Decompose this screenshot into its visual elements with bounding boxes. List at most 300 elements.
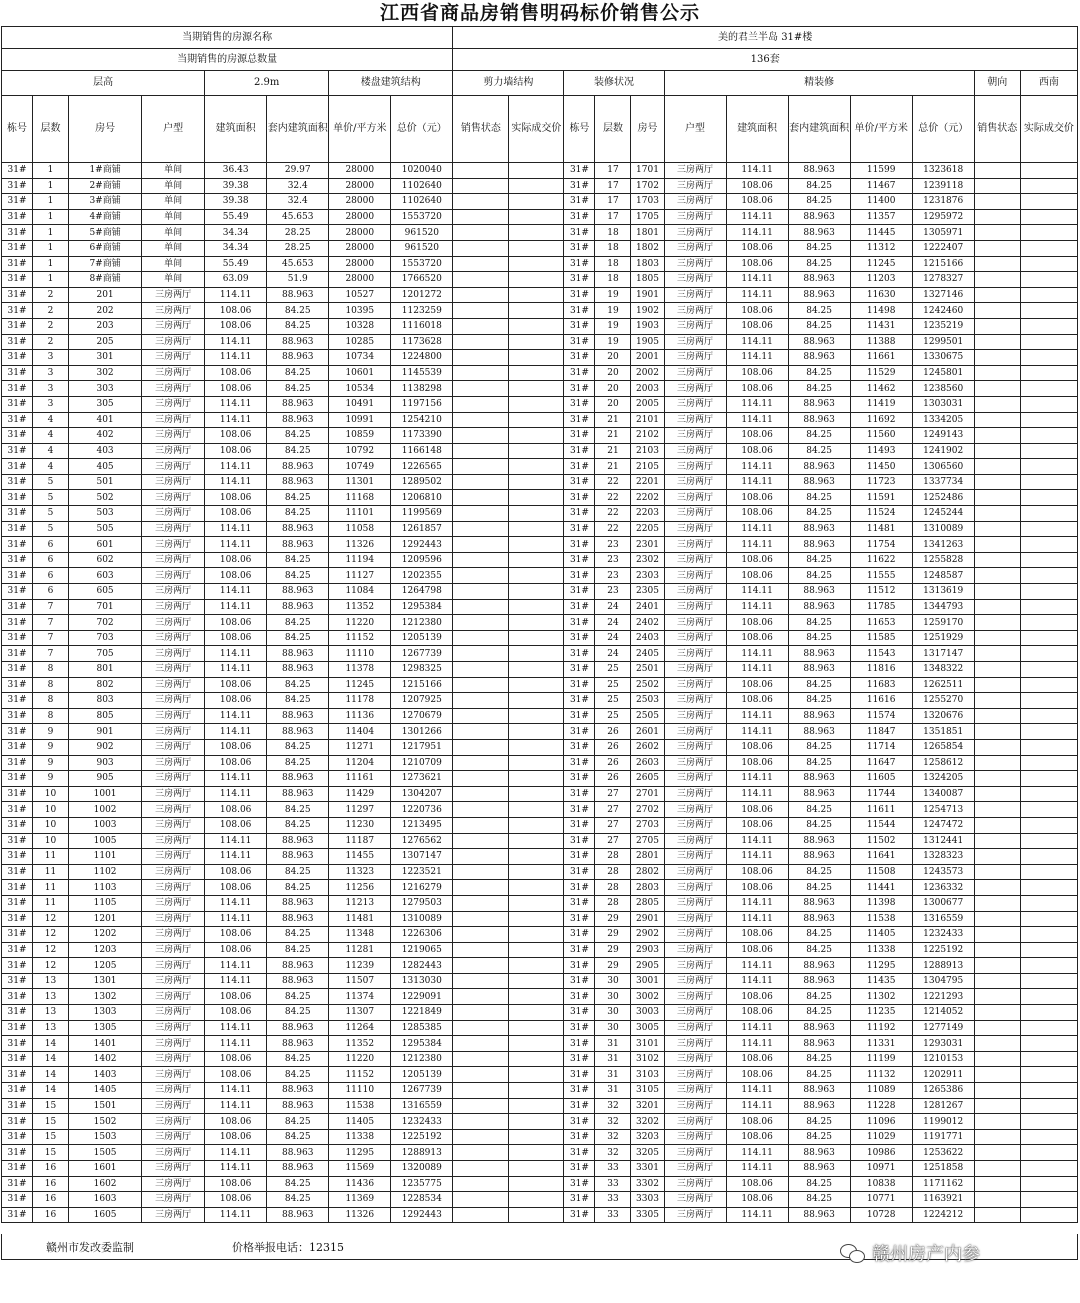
watermark [840,1238,980,1268]
table-cell: 108.06 [205,880,267,896]
table-cell: 1401 [69,1036,142,1052]
table-cell: 84.25 [788,989,850,1005]
table-cell: 88.963 [267,1036,329,1052]
table-cell: 26 [595,724,631,740]
table-cell: 1 [33,225,69,241]
table-cell: 31# [564,474,595,490]
table-cell: 三房两厅 [664,817,726,833]
table-cell: 1202355 [391,568,453,584]
table-row [2,381,1078,397]
table-cell: 31# [2,490,33,506]
table-cell: 88.963 [267,849,329,865]
table-cell: 84.25 [788,443,850,459]
deal-price-cell [1020,942,1077,958]
sale-status-cell [453,1067,509,1083]
table-cell: 31# [564,272,595,288]
table-cell: 3203 [631,1129,664,1145]
table-cell: 702 [69,615,142,631]
table-cell: 23 [595,537,631,553]
table-cell: 30 [595,1005,631,1021]
deal-price-cell [1020,1176,1077,1192]
table-cell: 三房两厅 [142,521,205,537]
table-cell: 84.25 [267,1114,329,1130]
deal-price-cell [1020,958,1077,974]
table-cell: 108.06 [726,318,788,334]
table-row [2,833,1078,849]
table-cell: 3103 [631,1067,664,1083]
table-cell: 11152 [329,1067,391,1083]
table-cell: 114.11 [726,973,788,989]
table-cell: 三房两厅 [142,1192,205,1208]
table-cell: 18 [595,240,631,256]
deal-price-cell [509,677,564,693]
deal-price-cell [1020,1036,1077,1052]
table-cell: 31# [564,942,595,958]
table-cell: 1005 [69,833,142,849]
sale-status-cell [974,256,1020,272]
sale-status-cell [974,318,1020,334]
table-cell: 1279503 [391,895,453,911]
table-cell: 三房两厅 [142,1067,205,1083]
table-cell: 11110 [329,1083,391,1099]
table-cell: 84.25 [788,739,850,755]
table-cell: 901 [69,724,142,740]
table-cell: 961520 [391,225,453,241]
table-cell: 11585 [850,630,912,646]
table-cell: 三房两厅 [664,194,726,210]
table-row [2,817,1078,833]
sale-status-cell [974,365,1020,381]
table-cell: 1317147 [912,646,974,662]
table-cell: 1305 [69,1020,142,1036]
table-cell: 1202 [69,927,142,943]
sale-status-cell [974,568,1020,584]
table-cell: 1267739 [391,646,453,662]
table-cell: 11 [33,849,69,865]
table-cell: 11661 [850,350,912,366]
table-cell: 84.25 [267,942,329,958]
table-cell: 三房两厅 [142,880,205,896]
table-cell: 11467 [850,178,912,194]
sale-status-cell [453,802,509,818]
table-cell: 11524 [850,506,912,522]
table-cell: 28000 [329,225,391,241]
table-cell: 31# [2,1020,33,1036]
table-cell: 25 [595,662,631,678]
table-cell: 1601 [69,1161,142,1177]
table-cell: 三房两厅 [664,646,726,662]
sale-status-cell [453,911,509,927]
table-cell: 305 [69,396,142,412]
decoration-label: 装修状况 [564,71,664,96]
table-cell: 114.11 [205,599,267,615]
table-row [2,1176,1078,1192]
table-cell: 84.25 [788,1114,850,1130]
table-cell: 31# [2,693,33,709]
table-cell: 三房两厅 [142,973,205,989]
table-cell: 三房两厅 [664,568,726,584]
table-cell: 33 [595,1176,631,1192]
sale-status-cell [453,958,509,974]
table-cell: 28000 [329,272,391,288]
table-cell: 605 [69,584,142,600]
deal-price-cell [509,350,564,366]
sale-status-cell [974,786,1020,802]
table-cell: 28000 [329,163,391,179]
deal-price-cell [509,662,564,678]
table-cell: 31# [2,474,33,490]
table-cell: 三房两厅 [664,1083,726,1099]
table-cell: 114.11 [205,833,267,849]
table-cell: 108.06 [726,927,788,943]
table-cell: 三房两厅 [664,724,726,740]
table-cell: 1602 [69,1176,142,1192]
table-cell: 108.06 [726,568,788,584]
table-cell: 1905 [631,334,664,350]
table-cell: 三房两厅 [664,178,726,194]
deal-price-cell [509,428,564,444]
table-cell: 84.25 [788,1067,850,1083]
table-cell: 14 [33,1067,69,1083]
table-cell: 31# [564,1020,595,1036]
table-cell: 2403 [631,630,664,646]
table-cell: 114.11 [726,786,788,802]
table-cell: 1313619 [912,584,974,600]
table-cell: 205 [69,334,142,350]
table-cell: 108.06 [205,802,267,818]
sale-status-cell [453,880,509,896]
deal-price-cell [509,287,564,303]
table-cell: 31# [564,412,595,428]
sale-status-cell [974,552,1020,568]
table-cell: 6 [33,552,69,568]
sale-status-cell [974,833,1020,849]
deal-price-cell [1020,474,1077,490]
table-row [2,630,1078,646]
table-cell: 11326 [329,1207,391,1223]
table-cell: 单间 [142,178,205,194]
table-cell: 三房两厅 [664,272,726,288]
sale-status-cell [974,350,1020,366]
table-cell: 11178 [329,693,391,709]
table-cell: 31# [2,662,33,678]
deal-price-cell [509,521,564,537]
table-cell: 12 [33,958,69,974]
table-cell: 84.25 [267,1192,329,1208]
table-cell: 84.25 [788,318,850,334]
table-cell: 1802 [631,240,664,256]
table-cell: 1264798 [391,584,453,600]
table-cell: 11560 [850,428,912,444]
table-cell: 1163921 [912,1192,974,1208]
table-row [2,552,1078,568]
table-cell: 31# [564,490,595,506]
table-cell: 28 [595,849,631,865]
table-cell: 6 [33,584,69,600]
table-cell: 2 [33,287,69,303]
table-cell: 108.06 [726,1051,788,1067]
table-cell: 10534 [329,381,391,397]
table-cell: 三房两厅 [142,1051,205,1067]
table-cell: 21 [595,428,631,444]
table-cell: 84.25 [267,817,329,833]
table-cell: 三房两厅 [142,927,205,943]
table-cell: 11538 [329,1098,391,1114]
table-cell: 31# [2,989,33,1005]
table-cell: 11723 [850,474,912,490]
sale-status-cell [453,677,509,693]
sale-status-cell [974,989,1020,1005]
table-cell: 1 [33,194,69,210]
table-cell: 108.06 [205,1129,267,1145]
deal-price-cell [509,911,564,927]
table-cell: 11404 [329,724,391,740]
table-cell: 902 [69,739,142,755]
table-cell: 三房两厅 [664,1067,726,1083]
table-cell: 1273621 [391,771,453,787]
table-cell: 三房两厅 [142,864,205,880]
table-cell: 三房两厅 [142,677,205,693]
table-cell: 三房两厅 [664,334,726,350]
deal-price-cell [509,1176,564,1192]
deal-price-cell [509,568,564,584]
table-cell: 114.11 [205,521,267,537]
table-cell: 三房两厅 [142,630,205,646]
table-cell: 88.963 [267,350,329,366]
sale-status-cell [453,1005,509,1021]
table-row [2,1051,1078,1067]
sale-status-cell [453,739,509,755]
table-cell: 1254210 [391,412,453,428]
table-cell: 6 [33,568,69,584]
sale-status-cell [974,599,1020,615]
table-cell: 11388 [850,334,912,350]
table-cell: 84.25 [267,739,329,755]
table-cell: 三房两厅 [664,240,726,256]
table-cell: 三房两厅 [142,474,205,490]
table-cell: 31# [564,225,595,241]
table-cell: 三房两厅 [142,365,205,381]
table-body [2,163,1078,1223]
table-cell: 1103 [69,880,142,896]
table-cell: 7 [33,630,69,646]
sale-status-cell [974,428,1020,444]
table-cell: 108.06 [726,178,788,194]
table-cell: 114.11 [726,1036,788,1052]
table-cell: 31# [564,1067,595,1083]
table-cell: 88.963 [788,911,850,927]
deal-price-cell [1020,927,1077,943]
table-row [2,537,1078,553]
table-cell: 33 [595,1161,631,1177]
table-cell: 三房两厅 [664,443,726,459]
table-cell: 114.11 [726,833,788,849]
table-cell: 31# [2,927,33,943]
deal-price-cell [1020,724,1077,740]
table-cell: 84.25 [788,1129,850,1145]
table-cell: 三房两厅 [142,989,205,1005]
table-cell: 1298325 [391,662,453,678]
table-cell: 32.4 [267,194,329,210]
sale-status-cell [453,1176,509,1192]
table-cell: 705 [69,646,142,662]
table-cell: 三房两厅 [664,506,726,522]
table-cell: 84.25 [788,256,850,272]
table-cell: 3 [33,350,69,366]
table-row [2,973,1078,989]
table-cell: 84.25 [267,615,329,631]
table-cell: 31# [564,163,595,179]
table-cell: 29.97 [267,163,329,179]
table-row [2,396,1078,412]
table-cell: 10971 [850,1161,912,1177]
table-cell: 114.11 [205,973,267,989]
table-cell: 32.4 [267,178,329,194]
table-cell: 三房两厅 [142,1161,205,1177]
sale-status-cell [974,662,1020,678]
table-cell: 31# [2,786,33,802]
table-cell: 108.06 [205,755,267,771]
table-cell: 10859 [329,428,391,444]
table-cell: 31# [2,599,33,615]
table-cell: 三房两厅 [142,1020,205,1036]
table-cell: 三房两厅 [664,537,726,553]
table-cell: 10 [33,802,69,818]
table-cell: 1344793 [912,599,974,615]
table-cell: 84.25 [788,428,850,444]
table-cell: 1222407 [912,240,974,256]
table-cell: 1292443 [391,537,453,553]
table-cell: 4 [33,428,69,444]
table-cell: 1302 [69,989,142,1005]
table-cell: 11445 [850,225,912,241]
table-cell: 31 [595,1051,631,1067]
sale-status-cell [453,786,509,802]
table-cell: 114.11 [205,1207,267,1223]
table-cell: 11555 [850,568,912,584]
table-cell: 11641 [850,849,912,865]
table-cell: 31# [564,833,595,849]
table-cell: 11312 [850,240,912,256]
table-cell: 84.25 [788,552,850,568]
sale-status-cell [453,240,509,256]
table-cell: 1245244 [912,506,974,522]
table-cell: 1105 [69,895,142,911]
table-cell: 25 [595,693,631,709]
table-cell: 1805 [631,272,664,288]
deal-price-cell [509,1051,564,1067]
col-header-building: 栋号 [564,96,595,163]
table-cell: 10986 [850,1145,912,1161]
sale-status-cell [974,1207,1020,1223]
table-cell: 31# [564,708,595,724]
table-cell: 31# [564,506,595,522]
deal-price-cell [509,630,564,646]
table-cell: 2201 [631,474,664,490]
deal-price-cell [509,240,564,256]
deal-price-cell [1020,459,1077,475]
table-cell: 88.963 [267,537,329,553]
table-cell: 31# [2,1207,33,1223]
table-cell: 1330675 [912,350,974,366]
table-cell: 三房两厅 [664,599,726,615]
table-cell: 202 [69,303,142,319]
table-cell: 31# [2,521,33,537]
table-cell: 88.963 [788,662,850,678]
deal-price-cell [1020,739,1077,755]
table-row [2,646,1078,662]
table-cell: 10601 [329,365,391,381]
table-cell: 84.25 [788,1176,850,1192]
table-cell: 31# [564,911,595,927]
table-cell: 2601 [631,724,664,740]
table-cell: 114.11 [726,537,788,553]
table-cell: 26 [595,771,631,787]
table-cell: 114.11 [205,724,267,740]
table-cell: 8 [33,677,69,693]
table-cell: 39.38 [205,194,267,210]
table-cell: 1173390 [391,428,453,444]
table-cell: 84.25 [788,802,850,818]
table-cell: 3301 [631,1161,664,1177]
table-cell: 11245 [850,256,912,272]
deal-price-cell [509,895,564,911]
table-cell: 402 [69,428,142,444]
table-cell: 31# [564,240,595,256]
table-cell: 三房两厅 [142,662,205,678]
table-cell: 22 [595,490,631,506]
table-cell: 34.34 [205,240,267,256]
table-cell: 三房两厅 [142,786,205,802]
sale-status-cell [453,163,509,179]
table-row [2,942,1078,958]
table-cell: 1270679 [391,708,453,724]
table-cell: 1 [33,163,69,179]
table-cell: 1205 [69,958,142,974]
table-cell: 2002 [631,365,664,381]
sale-status-cell [974,490,1020,506]
table-cell: 31# [564,677,595,693]
sale-status-cell [974,1051,1020,1067]
table-cell: 108.06 [726,1192,788,1208]
table-cell: 2501 [631,662,664,678]
table-cell: 802 [69,677,142,693]
table-cell: 三房两厅 [664,895,726,911]
sale-status-cell [974,1114,1020,1130]
table-cell: 108.06 [726,942,788,958]
table-cell: 11187 [329,833,391,849]
table-cell: 三房两厅 [142,318,205,334]
table-cell: 31# [564,895,595,911]
table-cell: 1232433 [391,1114,453,1130]
table-cell: 108.06 [726,1176,788,1192]
table-row [2,194,1078,210]
table-cell: 31# [2,1114,33,1130]
table-cell: 31# [564,786,595,802]
table-cell: 31# [564,1129,595,1145]
table-cell: 31# [2,1067,33,1083]
table-cell: 11230 [329,817,391,833]
table-cell: 1123259 [391,303,453,319]
table-cell: 三房两厅 [142,568,205,584]
table-cell: 114.11 [205,786,267,802]
table-cell: 11271 [329,739,391,755]
table-cell: 84.25 [788,194,850,210]
table-cell: 1304207 [391,786,453,802]
table-cell: 1 [33,209,69,225]
table-cell: 11245 [329,677,391,693]
table-row [2,1161,1078,1177]
